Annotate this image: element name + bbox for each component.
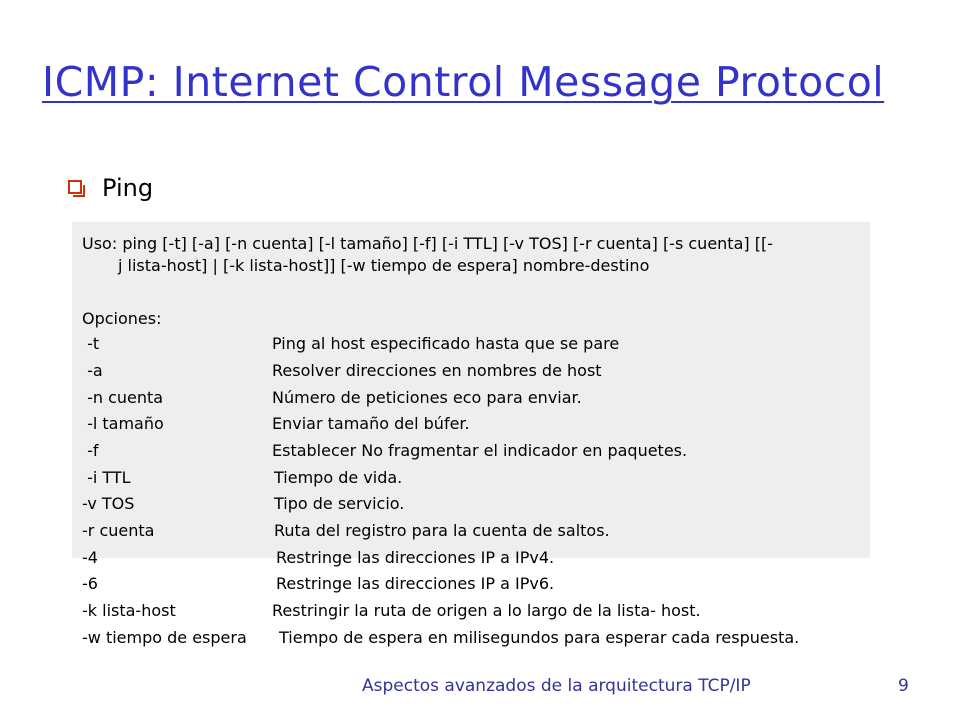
option-description: Número de peticiones eco para enviar. (272, 388, 582, 407)
option-flag: -n cuenta (82, 388, 164, 407)
slide-footer: Aspectos avanzados de la arquitectura TCP/IP (362, 676, 751, 696)
option-flag: -6 (82, 574, 98, 593)
usage-line-1: Uso: ping [-t] [-a] [-n cuenta] [-l tamaño] [-f] [-i TTL] [-v TOS] [-r cuenta] [-s cuenta] [[- (82, 234, 773, 253)
option-flag: -i TTL (82, 468, 131, 487)
option-description: Tipo de servicio. (274, 494, 405, 513)
bullet-label: Ping (102, 174, 154, 202)
option-description: Tiempo de vida. (274, 468, 403, 487)
usage-line-2: j lista-host] | [-k lista-host]] [-w tiempo de espera] nombre-destino (118, 256, 650, 275)
usage-text (82, 233, 860, 277)
square-bullet-icon (68, 180, 82, 194)
option-description: Resolver direcciones en nombres de host (272, 361, 602, 380)
option-flag: -r cuenta (82, 521, 155, 540)
option-flag: -k lista-host (82, 601, 176, 620)
option-description: Establecer No fragmentar el indicador en paquetes. (272, 441, 688, 460)
option-flag: -a (82, 361, 103, 380)
option-description: Restringe las direcciones IP a IPv4. (276, 548, 555, 567)
page-number: 9 (898, 676, 909, 696)
option-description: Restringe las direcciones IP a IPv6. (276, 574, 555, 593)
option-flag: -4 (82, 548, 98, 567)
option-description: Restringir la ruta de origen a lo largo de la lista- host. (272, 601, 701, 620)
option-flag: -v TOS (82, 494, 135, 513)
option-description: Ping al host especificado hasta que se pare (272, 334, 620, 353)
option-flag: -t (82, 334, 100, 353)
slide-title: ICMP: Internet Control Message Protocol (42, 58, 885, 106)
option-flag: -w tiempo de espera (82, 628, 247, 647)
option-description: Ruta del registro para la cuenta de saltos. (274, 521, 610, 540)
option-description: Tiempo de espera en milisegundos para esperar cada respuesta. (279, 628, 800, 647)
option-flag: -l tamaño (82, 414, 164, 433)
options-heading: Opciones: (82, 309, 162, 328)
option-flag: -f (82, 441, 99, 460)
option-description: Enviar tamaño del búfer. (272, 414, 470, 433)
